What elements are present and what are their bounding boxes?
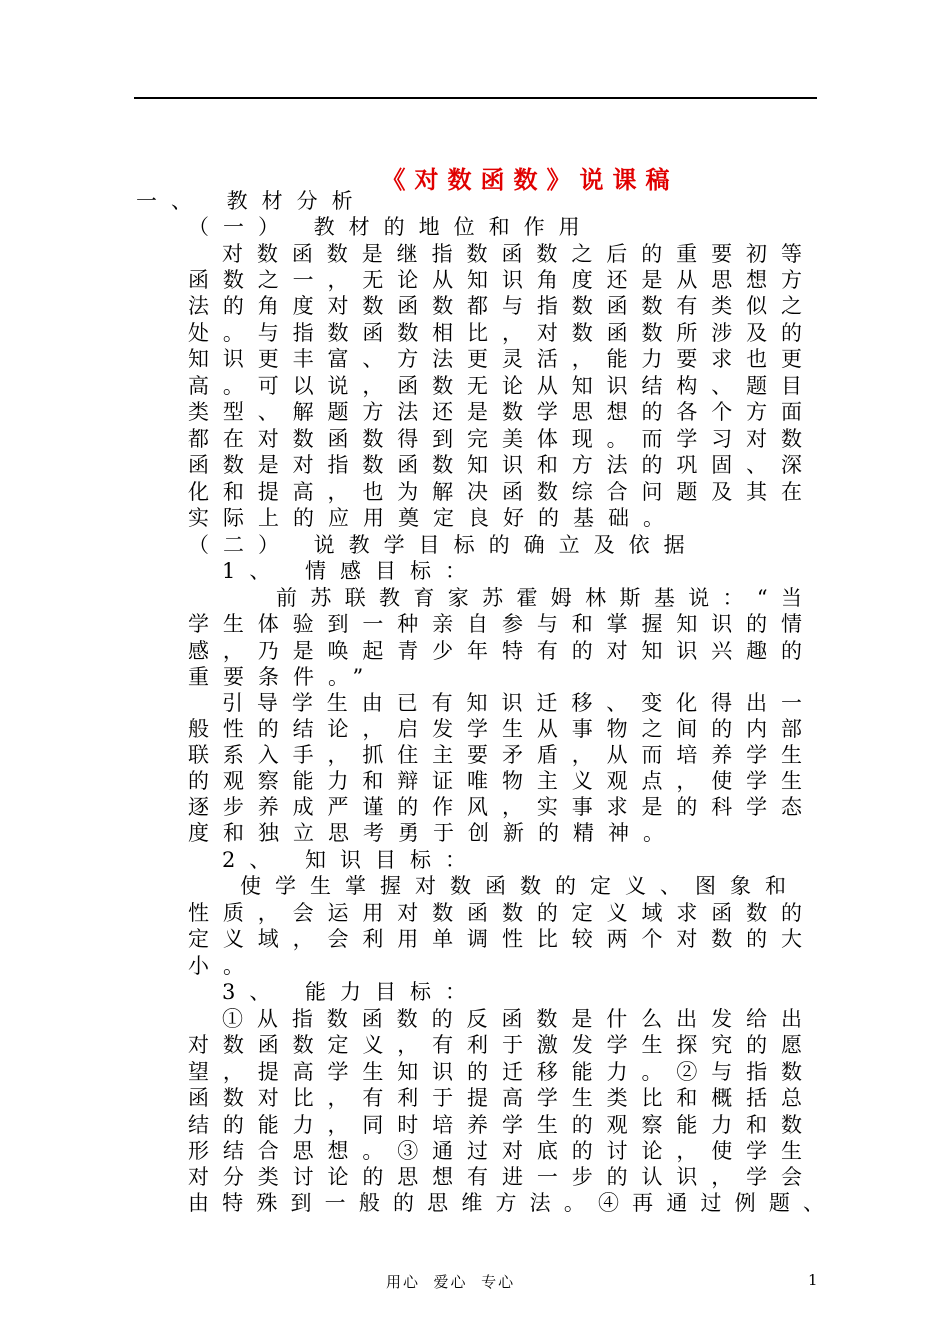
subsection-heading-1: （一） 教材的地位和作用 — [188, 215, 594, 239]
paragraph-line: 形结合思想。③通过对底的讨论，使学生 — [188, 1139, 802, 1163]
paragraph-line: 学生体验到一种亲自参与和掌握知识的情 — [188, 612, 802, 636]
paragraph-line: 高。可以说，函数无论从知识结构、题目 — [188, 374, 802, 398]
paragraph-line: 实际上的应用奠定良好的基础。 — [188, 506, 678, 530]
subsection-heading-2: （二） 说教学目标的确立及依据 — [188, 533, 699, 557]
paragraph-line: 函数是对指数函数知识和方法的巩固、深 — [188, 453, 802, 477]
paragraph-line: 联系入手，抓住主要矛盾，从而培养学生 — [188, 743, 802, 767]
paragraph-line: 感，乃是唤起青少年特有的对知识兴趣的 — [188, 639, 802, 663]
paragraph-line: 知识更丰富、方法更灵活，能力要求也更 — [188, 347, 802, 371]
section-heading-1: 一、 教材分析 — [136, 189, 367, 213]
paragraph-line: 类型、解题方法还是数学思想的各个方面 — [188, 400, 802, 424]
paragraph-line: ①从指数函数的反函数是什么出发给出 — [222, 1007, 802, 1031]
goal-heading-3: 3、 能力目标： — [222, 980, 481, 1004]
paragraph-line: 化和提高，也为解决函数综合问题及其在 — [188, 480, 802, 504]
paragraph-line: 函数之一，无论从知识角度还是从思想方 — [188, 268, 802, 292]
paragraph-line: 由特殊到一般的思维方法。④再通过例题、 — [188, 1191, 824, 1215]
paragraph-line: 定义域，会利用单调性比较两个对数的大 — [188, 927, 802, 951]
paragraph-line: 重要条件。” — [188, 665, 378, 689]
paragraph-line: 逐步养成严谨的作风，实事求是的科学态 — [188, 795, 802, 819]
page-number: 1 — [808, 1271, 818, 1289]
paragraph-line: 前苏联教育家苏霍姆林斯基说：“当 — [276, 586, 802, 610]
paragraph-line: 法的角度对数函数都与指数函数有类似之 — [188, 294, 802, 318]
paragraph-line: 引导学生由已有知识迁移、变化得出一 — [222, 691, 802, 715]
paragraph-line: 处。与指数函数相比，对数函数所涉及的 — [188, 321, 802, 345]
header-rule — [134, 97, 817, 99]
page-footer: 用心 爱心 专心 — [386, 1273, 516, 1291]
goal-heading-1: 1、 情感目标： — [222, 559, 481, 583]
paragraph-line: 函数对比，有利于提高学生类比和概括总 — [188, 1086, 802, 1110]
document-title: 《对数函数》说课稿 — [381, 165, 679, 194]
paragraph-line: 对分类讨论的思想有进一步的认识，学会 — [188, 1165, 802, 1189]
paragraph-line: 结的能力，同时培养学生的观察能力和数 — [188, 1113, 802, 1137]
paragraph-line: 般性的结论，启发学生从事物之间的内部 — [188, 717, 802, 741]
paragraph-line: 度和独立思考勇于创新的精神。 — [188, 821, 678, 845]
paragraph-line: 小。 — [188, 954, 258, 978]
paragraph-line: 对数函数定义，有利于激发学生探究的愿 — [188, 1033, 802, 1057]
paragraph-line: 望，提高学生知识的迁移能力。②与指数 — [188, 1060, 802, 1084]
paragraph-line: 都在对数函数得到完美体现。而学习对数 — [188, 427, 802, 451]
paragraph-line: 对数函数是继指数函数之后的重要初等 — [222, 242, 802, 266]
goal-heading-2: 2、 知识目标： — [222, 848, 481, 872]
paragraph-line: 性质，会运用对数函数的定义域求函数的 — [188, 901, 802, 925]
paragraph-line: 的观察能力和辩证唯物主义观点，使学生 — [188, 769, 802, 793]
paragraph-line: 使学生掌握对数函数的定义、图象和 — [240, 874, 786, 898]
